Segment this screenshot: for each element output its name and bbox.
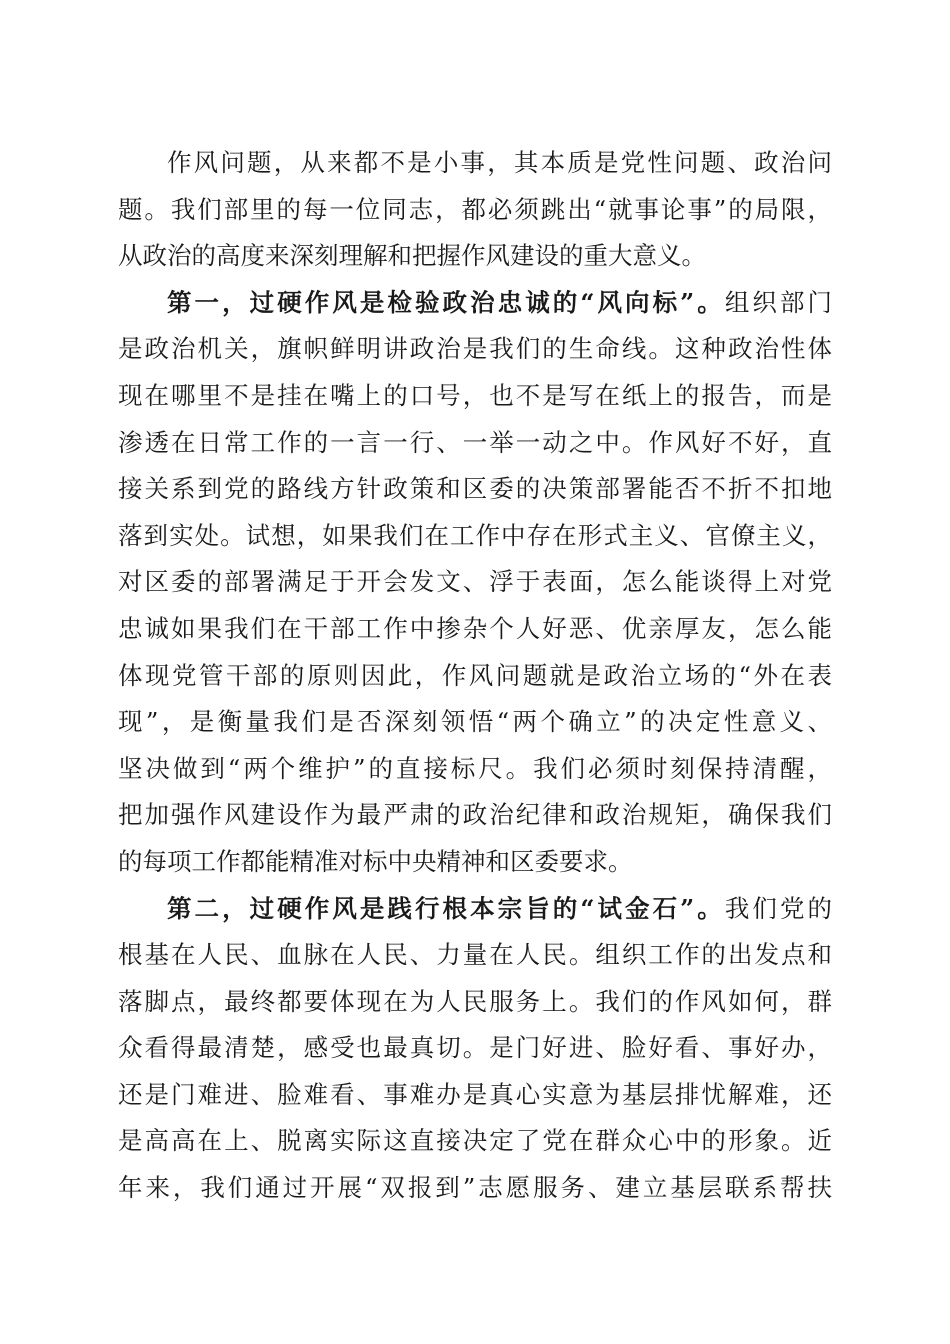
paragraph-intro [118,140,832,280]
text-line: 体现党管干部的原则因此，作风问题就是政治立场的“外在表 [118,660,832,690]
text-line: 从政治的高度来深刻理解和把握作风建设的重大意义。 [118,241,706,271]
text-line: 对区委的部署满足于开会发文、浮于表面，怎么能谈得上对党 [118,567,832,597]
text-line [118,280,832,327]
text-line: 现在哪里不是挂在嘴上的口号，也不是写在纸上的报告，而是 [118,380,832,410]
text-line: 根基在人民、血脉在人民、力量在人民。组织工作的出发点和 [118,940,832,970]
paragraph-second-point [118,886,832,1212]
text-line: 现”，是衡量我们是否深刻领悟“两个确立”的决定性意义、 [118,707,832,737]
text-line [118,886,832,933]
text-line: 作风问题，从来都不是小事，其本质是党性问题、政治问 [167,148,832,177]
paragraph-lead-heading: 第一，过硬作风是检验政治忠诚的“风向标”。 [167,287,725,317]
text-fragment: 我们党的 [724,893,833,923]
paragraph-lead-heading: 第二，过硬作风是践行根本宗旨的“试金石”。 [167,893,725,923]
text-line: 渗透在日常工作的一言一行、一举一动之中。作风好不好，直 [118,427,832,457]
text-line: 是政治机关，旗帜鲜明讲政治是我们的生命线。这种政治性体 [118,334,832,364]
text-line: 还是门难进、脸难看、事难办是真心实意为基层排忧解难，还 [118,1079,832,1109]
text-line: 的每项工作都能精准对标中央精神和区委要求。 [118,846,633,876]
text-line: 众看得最清楚，感受也最真切。是门好进、脸好看、事好办， [118,1033,832,1063]
text-line: 坚决做到“两个维护”的直接标尺。我们必须时刻保持清醒， [118,753,832,783]
text-line: 落脚点，最终都要体现在为人民服务上。我们的作风如何，群 [118,986,832,1016]
text-line: 年来，我们通过开展“双报到”志愿服务、建立基层联系帮扶 [118,1173,832,1203]
text-line: 接关系到党的路线方针政策和区委的决策部署能否不折不扣地 [118,474,832,504]
text-line: 是高高在上、脱离实际这直接决定了党在群众心中的形象。近 [118,1126,832,1156]
text-line: 忠诚如果我们在干部工作中掺杂个人好恶、优亲厚友，怎么能 [118,613,832,643]
text-line: 落到实处。试想，如果我们在工作中存在形式主义、官僚主义， [118,520,832,550]
paragraph-first-point [118,280,832,886]
text-fragment: 组织部门 [724,287,833,317]
text-line: 把加强作风建设作为最严肃的政治纪律和政治规矩，确保我们 [118,800,832,830]
text-line: 题。我们部里的每一位同志，都必须跳出“就事论事”的局限， [118,194,832,224]
document-body [118,140,832,1212]
